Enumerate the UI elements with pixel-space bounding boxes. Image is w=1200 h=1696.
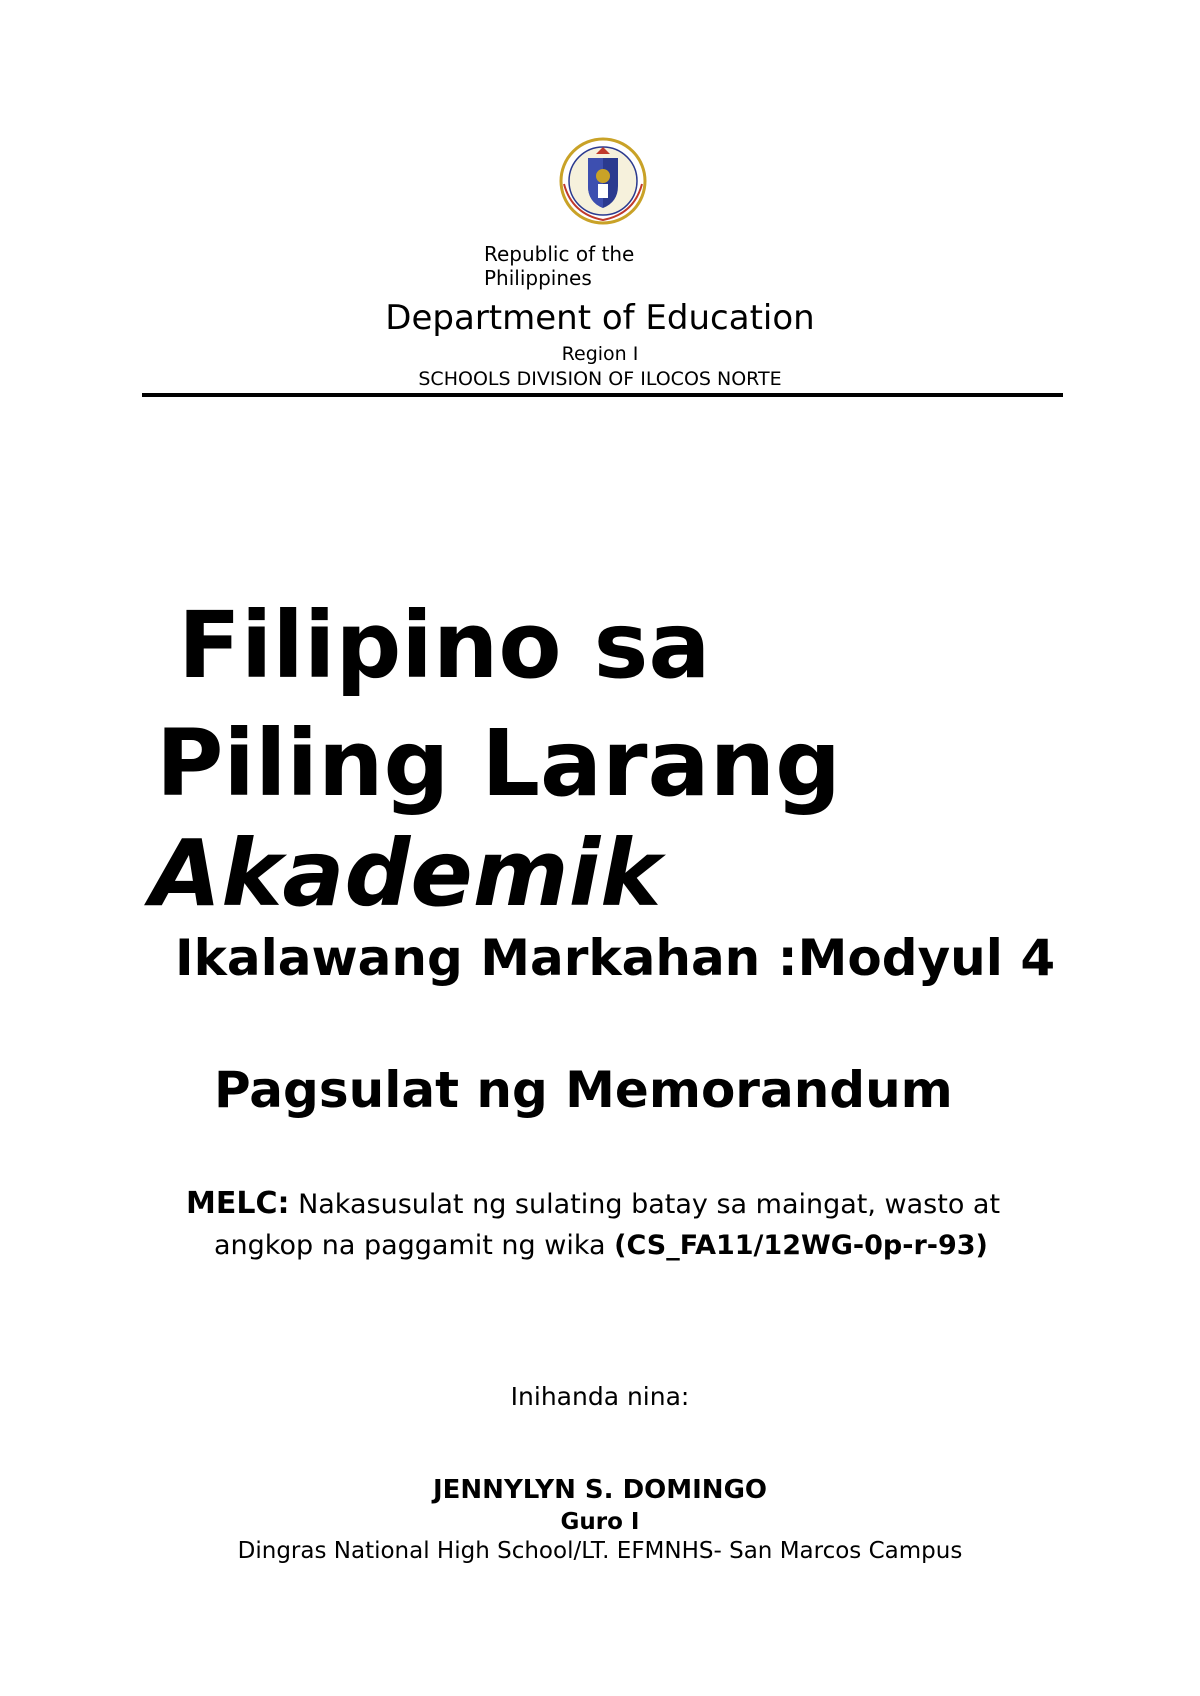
prepared-by-label: Inihanda nina: bbox=[510, 1382, 690, 1411]
document-title-line3: Akademik bbox=[150, 820, 662, 927]
author-name: JENNYLYN S. DOMINGO bbox=[432, 1475, 768, 1505]
header-divider bbox=[142, 393, 1063, 397]
melc-label: MELC: bbox=[186, 1186, 290, 1221]
melc-code: (CS_FA11/12WG-0p-r-93) bbox=[614, 1230, 988, 1261]
quarter-module-label: Ikalawang Markahan :Modyul 4 bbox=[175, 929, 1056, 987]
author-role: Guro I bbox=[560, 1509, 640, 1535]
melc-text-line1: Nakasusulat ng sulating batay sa maingat, wasto at bbox=[289, 1189, 1001, 1220]
melc-statement-line2 bbox=[214, 1228, 988, 1264]
melc-text-line2: angkop na paggamit ng wika bbox=[214, 1230, 615, 1261]
document-title-line1: Filipino sa bbox=[178, 592, 711, 699]
melc-statement-line1 bbox=[186, 1186, 1000, 1223]
division-label: SCHOOLS DIVISION OF ILOCOS NORTE bbox=[418, 368, 782, 390]
document-title-line2: Piling Larang bbox=[156, 710, 841, 817]
module-topic: Pagsulat ng Memorandum bbox=[214, 1061, 953, 1119]
author-school: Dingras National High School/LT. EFMNHS- San Marcos Campus bbox=[237, 1538, 963, 1564]
deped-seal-icon bbox=[548, 136, 658, 226]
republic-label: Republic of the Philippines bbox=[484, 242, 635, 290]
department-name: Department of Education bbox=[385, 298, 815, 338]
region-label: Region I bbox=[561, 343, 639, 365]
